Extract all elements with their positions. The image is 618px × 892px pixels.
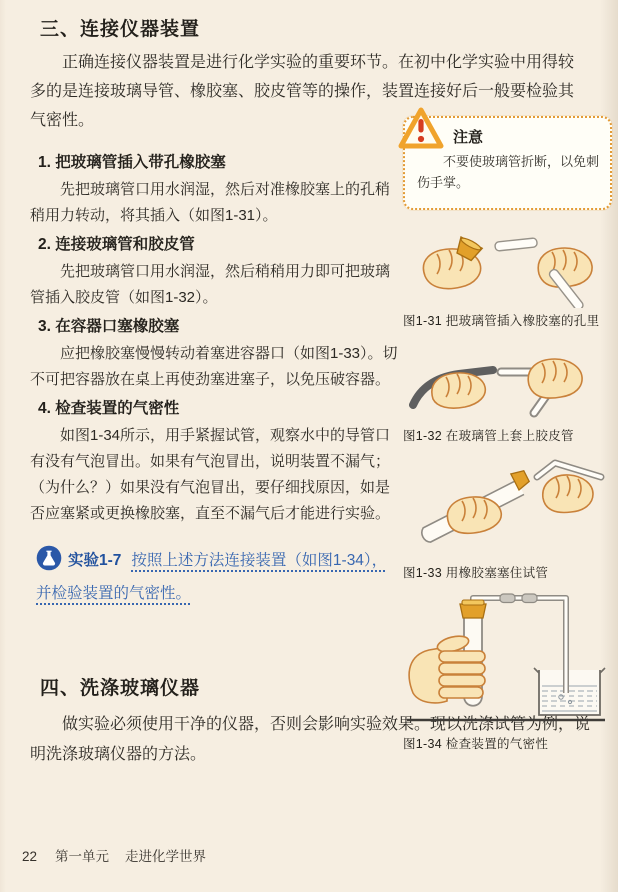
experiment-callout [36,545,402,607]
left-column [30,151,398,607]
figure-1-31-illustration [403,224,608,308]
figure-1-34 [399,593,612,752]
notice-box [403,116,612,210]
footer-unit: 第一单元 [55,849,110,864]
figure-1-32-illustration [403,341,608,423]
step-1-body: 先把玻璃管口用水润湿，然后对准橡胶塞上的孔稍稍用力转动，将其插入（如图1-31）。 [30,181,391,224]
figure-1-31 [399,224,612,329]
step-4-body: 如图1-34所示，用手紧握试管，观察水中的导管口有没有气泡冒出。如果有气泡冒出，说明装置不漏气；（为什么？）如果没有气泡冒出，要仔细找原因，如是否应塞紧或更换橡胶塞，直至不漏气后才能进行实验。 [30,427,391,522]
warning-triangle-icon [397,106,445,157]
step-item-2 [30,233,398,311]
step-3-title: 3. 在容器口塞橡胶塞 [38,318,180,335]
intro-paragraph: 正确连接仪器装置是进行化学实验的重要环节。在初中化学实验中用得较多的是连接玻璃导管、橡胶塞、胶皮管等的操作，装置连接好后一般要检验其气密性。 [30,54,575,129]
notice-body: 不要使玻璃管折断，以免刺伤手掌。 [417,154,600,190]
step-4-title: 4. 检查装置的气密性 [38,400,180,417]
step-1-title: 1. 把玻璃管插入带孔橡胶塞 [38,154,226,171]
section-heading-connect: 三、连接仪器装置 [40,19,201,40]
figure-1-32 [399,341,612,444]
notice-title: 注意 [453,129,484,146]
figure-1-33 [399,456,612,581]
figure-1-34-illustration [403,593,608,731]
right-column [399,116,612,764]
step-item-1 [30,151,398,229]
step-3-body: 应把橡胶塞慢慢转动着塞进容器口（如图1-33）。切不可把容器放在桌上再使劲塞进塞子，以免压破容器。 [30,345,398,388]
page-footer [22,845,206,865]
step-item-4 [30,397,398,527]
figure-1-34-caption: 图1-34 检查装置的气密性 [403,737,549,751]
step-item-3 [30,315,398,393]
figure-1-33-caption: 图1-33 用橡胶塞塞住试管 [403,566,549,580]
step-2-title: 2. 连接玻璃管和胶皮管 [38,236,195,253]
flask-icon [36,545,62,580]
figure-1-31-caption: 图1-31 把玻璃管插入橡胶塞的孔里 [403,314,600,328]
figure-1-33-illustration [403,456,608,560]
footer-book-title: 走进化学世界 [125,849,207,864]
experiment-label: 实验1-7 [68,552,122,569]
step-2-body: 先把玻璃管口用水润湿，然后稍稍用力即可把玻璃管插入胶皮管（如图1-32）。 [30,263,391,306]
section-heading-wash: 四、洗涤玻璃仪器 [40,678,201,699]
wash-paragraph: 做实验必须使用干净的仪器，否则会影响实验效果。现以洗涤试管为例，说明洗涤玻璃仪器的方法。 [30,716,591,763]
page-number: 22 [22,849,38,864]
figure-1-32-caption: 图1-32 在玻璃管上套上胶皮管 [403,429,574,443]
experiment-text: 按照上述方法连接装置（如图1-34），并检验装置的气密性。 [36,552,388,602]
